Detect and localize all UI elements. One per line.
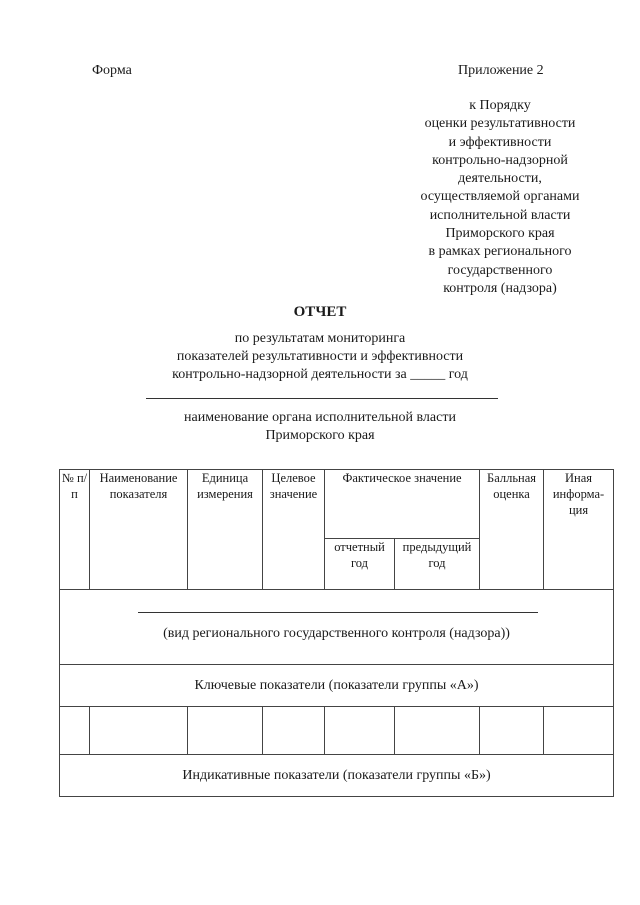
report-title: ОТЧЕТ	[293, 304, 347, 320]
header-actual-previous: предыдущий год	[395, 539, 480, 590]
table-cell	[544, 707, 614, 755]
appendix-line: осуществляемой органами	[420, 189, 580, 205]
header-other: Иная информа-ция	[544, 470, 614, 590]
header-num: № п/п	[60, 470, 90, 590]
appendix-line: оценки результативности	[424, 116, 576, 132]
form-label: Форма	[92, 63, 132, 78]
appendix-line: деятельности,	[458, 171, 542, 187]
appendix-line: исполнительной власти	[429, 207, 571, 223]
appendix-line: и эффективности	[448, 134, 552, 150]
appendix-reference	[380, 97, 620, 298]
group-a-heading: Ключевые показатели (показатели группы «А»)	[60, 665, 614, 707]
table-header-row	[60, 470, 614, 539]
group-b-heading: Индикативные показатели (показатели группы «Б»)	[60, 755, 614, 797]
header-unit: Единица измерения	[188, 470, 263, 590]
header-name: Наименование показателя	[90, 470, 188, 590]
control-type-row	[60, 590, 614, 665]
table-cell	[395, 707, 480, 755]
table-cell	[60, 707, 90, 755]
report-subtitle	[100, 330, 540, 384]
org-name-blank-line	[146, 398, 498, 399]
header-actual: Фактическое значение	[325, 470, 480, 539]
appendix-line: контрольно-надзорной	[432, 152, 568, 168]
appendix-line: Приморского края	[445, 226, 555, 242]
control-type-cell	[60, 590, 614, 665]
table-row	[60, 707, 614, 755]
appendix-line: контроля (надзора)	[443, 280, 557, 296]
appendix-line: государственного	[447, 262, 553, 278]
subtitle-line: по результатам мониторинга	[234, 331, 406, 346]
org-caption-line: Приморского края	[265, 428, 375, 443]
report-table	[59, 469, 614, 797]
header-actual-reporting: отчетный год	[325, 539, 395, 590]
subtitle-line: контрольно-надзорной деятельности за _____ год	[172, 367, 468, 382]
table-cell	[263, 707, 325, 755]
table-cell	[90, 707, 188, 755]
appendix-line: к Порядку	[469, 98, 531, 113]
group-a-row	[60, 665, 614, 707]
control-type-caption: (вид регионального государственного контроля (надзора))	[163, 626, 510, 641]
org-caption-line: наименование органа исполнительной власти	[184, 410, 456, 425]
table-cell	[325, 707, 395, 755]
header-target: Целевое значение	[263, 470, 325, 590]
org-name-caption	[100, 409, 540, 445]
table-cell	[188, 707, 263, 755]
subtitle-line: показателей результативности и эффективности	[176, 349, 464, 364]
appendix-line: в рамках регионального	[428, 244, 572, 260]
control-type-blank-line	[138, 612, 538, 613]
table-cell	[480, 707, 544, 755]
header-score: Балльная оценка	[480, 470, 544, 590]
group-b-row	[60, 755, 614, 797]
appendix-title: Приложение 2	[458, 63, 544, 78]
